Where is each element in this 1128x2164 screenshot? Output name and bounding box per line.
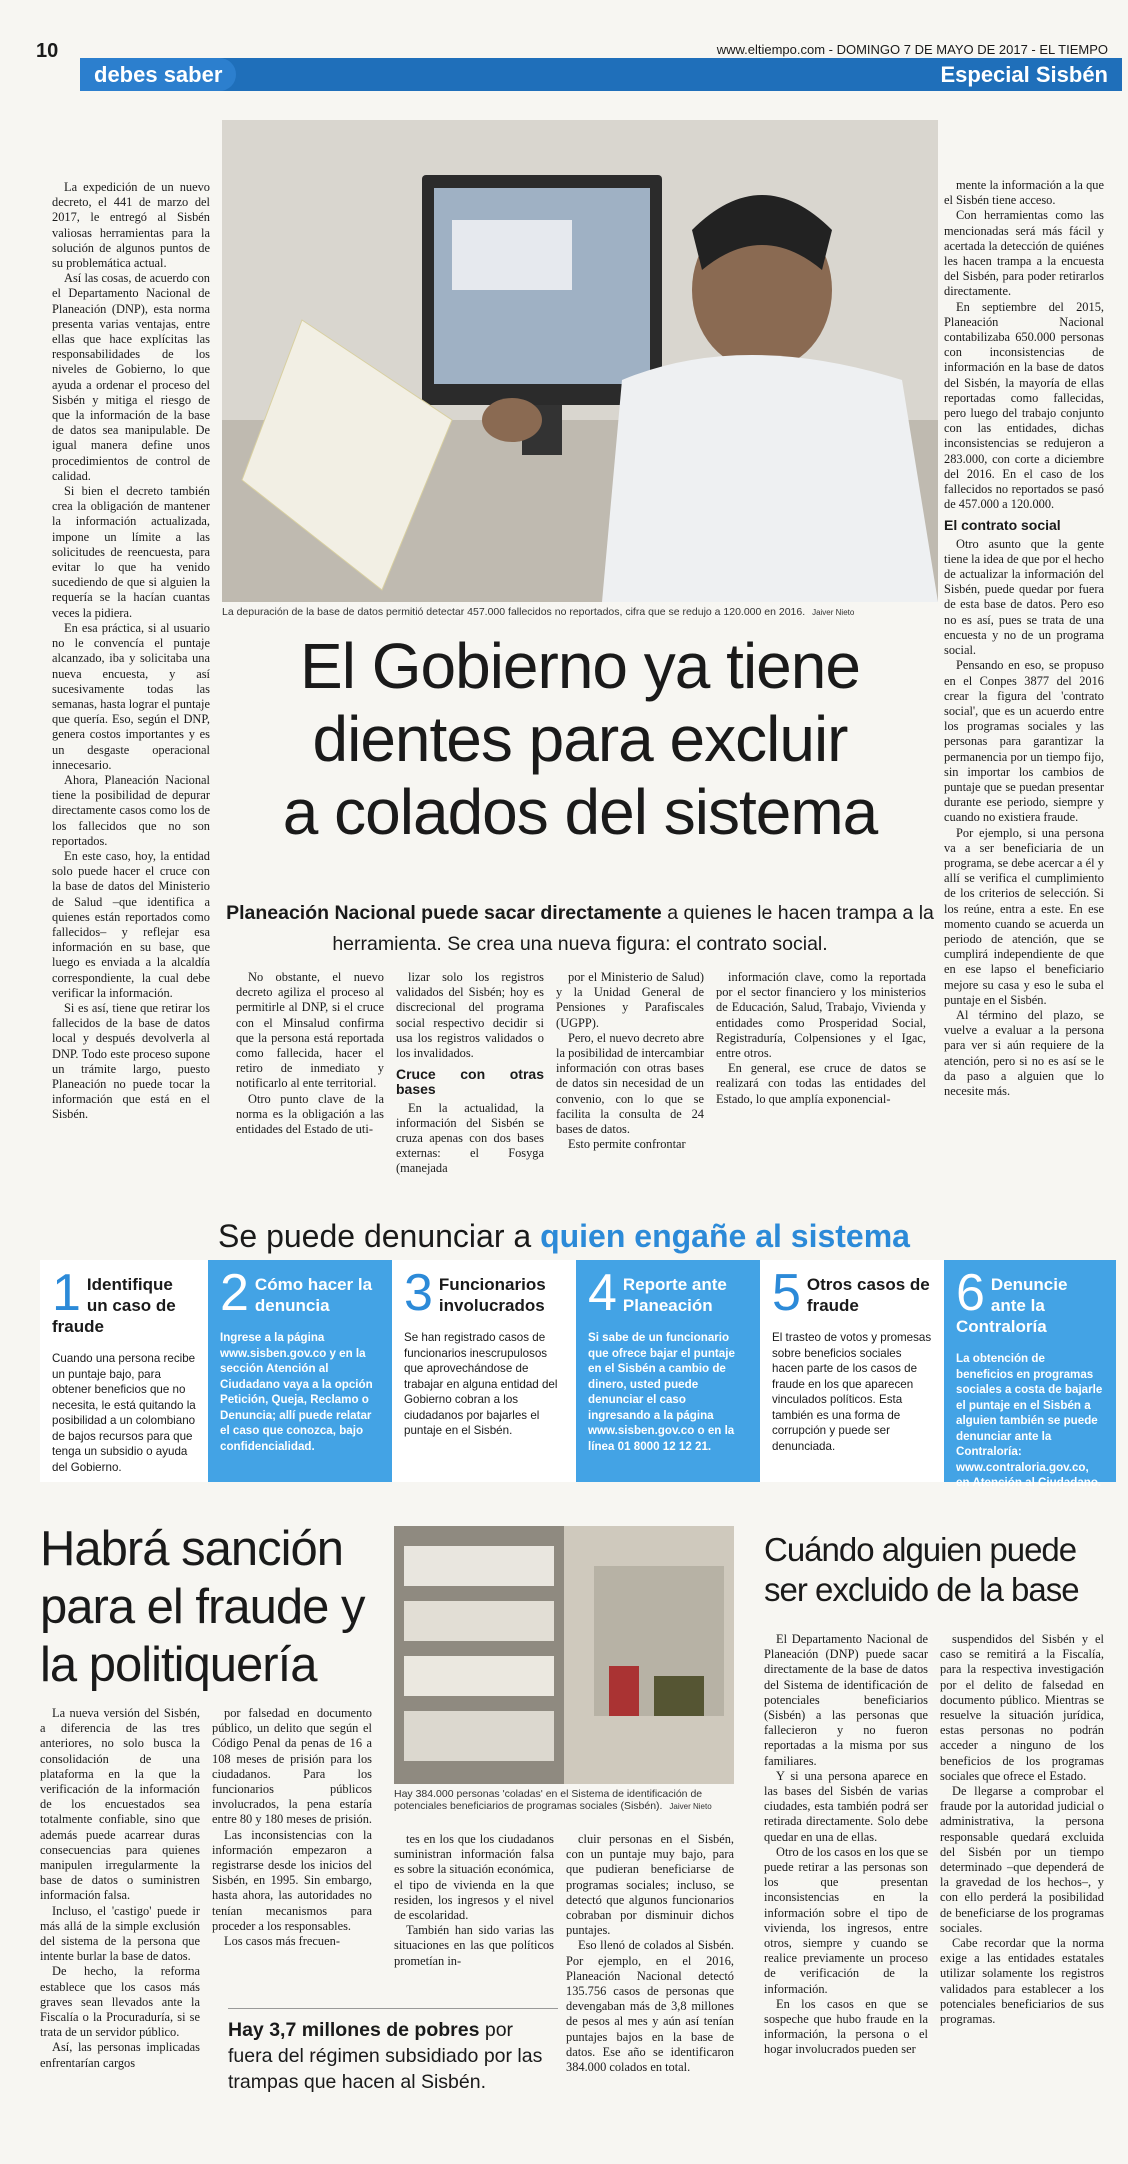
box-text: Cuando una persona recibe un puntaje bajo, para obtener beneficios que no necesita, le está quitando la posibilidad a un colombiano de bajos recursos para que tenga un subsidio o ayuda del Gobierno. [52,1352,196,1474]
paragraph: Otro punto clave de la norma es la obligación a las entidades del Estado de uti- [236,1091,384,1137]
archive-shelves-icon [394,1526,734,1784]
pull-quote-rest: por fuera del régimen subsidiado por las trampas que hacen al Sisbén. [228,2019,543,2093]
excluido-headline-1: Cuándo alguien puede [764,1531,1077,1568]
box-title: Denuncie ante la Contraloría [956,1275,1068,1336]
box-text: La obtención de beneficios en programas sociales a costa de bajarle el puntaje en el Sisbén a alguien también se puede denunciar ante la Contraloría: www.contraloria.gov.co, en Atención al Ciudadano. [956,1352,1103,1489]
archive-caption [394,1788,734,1812]
main-column-5 [716,970,926,1192]
main-column-6 [944,178,1104,1192]
paragraph: Por ejemplo, si una persona va a ser beneficiaria de un programa, se debe acercar a él y allí se verifica el cumplimiento de los criterios de selección. Si los reúne, entra a este. En ese momento cuando se acuerda un periodo de atención, que se cumplirá independiente de que en ese lapso el beneficiario mejore su casa y eso le suba el puntaje en el Sisbén. [944,825,1104,1007]
denuncia-title [0,1218,1128,1255]
paragraph: Si bien el decreto también crea la obligación de mantener la información actualizada, impone un límite a las solicitudes de reencuesta, para evitar lo que ha venido sucediendo de que si alguien la requería se la hacían cuantas veces la pidiera. [52,484,210,620]
box-title: Funcionarios involucrados [438,1275,546,1315]
main-photo [222,120,938,602]
main-headline [222,630,938,849]
box-title: Cómo hacer la denuncia [254,1275,373,1315]
paragraph: Esto permite confrontar [568,1137,686,1152]
excluido-headline-2: ser excluido de la base [764,1571,1079,1608]
denuncia-box-2 [208,1260,392,1482]
main-column-2 [236,970,384,1192]
paragraph: De hecho, la reforma establece que los casos más graves sean llevados ante la Fiscalía o la Procuraduría, si se trata de un servidor público. [40,1964,200,2040]
subhead-contrato: El contrato social [944,517,1061,534]
excluido-column-2 [940,1632,1104,2137]
paragraph: Así, las personas implicadas enfrentarían cargos [40,2040,200,2070]
denuncia-title-plain: Se puede denunciar a [218,1218,541,1254]
sancion-column-2 [212,1706,372,1986]
box-title: Otros casos de fraude [806,1275,930,1315]
archive-caption-credit: Jaiver Nieto [669,1802,712,1811]
denuncia-box-3 [392,1260,576,1482]
sancion-headline [40,1520,380,1694]
box-number: 2 [220,1264,249,1322]
paragraph: Con herramientas como las mencionadas será más fácil y acertada la detección de quiénes les hacen trampa a la encuesta del Sisbén, para poder retirarlos directamente. [944,208,1104,299]
paragraph: No obstante, el nuevo decreto agiliza el proceso al permitirle al DNP, si el cruce con el Minsalud confirma que la persona está reportada como fallecida, hacer el retiro de inmediato y notificarlo al ente territorial. [236,970,384,1091]
subhead-cruce: Cruce con otras bases [396,1066,544,1098]
paragraph: Incluso, el 'castigo' puede ir más allá de la simple exclusión del sistema de la persona que intente burlar la base de datos. [40,1903,200,1964]
paragraph: Y si una persona aparece en las bases del Sisbén de varias ciudades, esta también podrá ser retirada directamente. Solo debe quedar en una de ellas. [764,1768,928,1844]
paragraph: lizar solo los registros validados del Sisbén; hoy es discrecional del programa social respectivo decidir si usa los registros validados o los invalidados. [396,970,544,1061]
sancion-column-3 [394,1832,554,1968]
main-column-4 [556,970,704,1192]
paragraph: Los casos más frecuen- [224,1934,340,1949]
page-number: 10 [36,40,59,62]
denuncia-box-5 [760,1260,944,1482]
paragraph: cluir personas en el Sisbén, con un puntaje muy bajo, para que pudieran beneficiarse de programas sociales; incluso, se detectó que algunos funcionarios cobraban por disminuir dichos puntajes. [566,1832,734,1938]
paragraph: mente la información a la que el Sisbén tiene acceso. [944,178,1104,208]
paragraph: suspendidos del Sisbén y el caso se remitirá a la Fiscalía, para la respectiva investigación por el delito de falsedad en documento público. Mientras se resuelve la situación jurídica, estas personas no podrán acceder a ninguno de los beneficios de los programas sociales que ofrece el Estado. [940,1632,1104,1783]
paragraph: En este caso, hoy, la entidad solo puede hacer el cruce con la base de datos del Ministerio de Salud –que identifica a quienes están reportados como fallecidos– y reflejar esa información en su base, que luego es enviada a la alcaldía correspondiente, la cual debe verificar la información. [52,848,210,1000]
box-text: Ingrese a la página www.sisben.gov.co y en la sección Atención al Ciudadano vaya a la opción Petición, Queja, Reclamo o Denuncia; allí puede relatar el caso que conozca, bajo confidencialidad. [220,1331,373,1453]
sancion-headline-1: Habrá sanción [40,1522,343,1576]
paragraph: Pero, el nuevo decreto abre la posibilidad de intercambiar información con otras bases de datos sin necesidad de un convenio, con lo que se facilita la consulta de 24 bases de datos. [556,1030,704,1137]
excluido-column-1 [764,1632,928,2137]
paragraph: La nueva versión del Sisbén, a diferencia de las tres anteriores, no solo busca la consolidación de una plataforma en la que la verificación de la información de los encuestados sea totalmente confiable, sino que además puede acarrear duras consecuencias para quienes manipulen irregularmente la base de datos o suministren información falsa. [40,1706,200,1903]
paragraph: Las inconsistencias con la información empezaron a registrarse desde los inicios del Sisbén, en 1995. Sin embargo, hasta ahora, las autoridades no tenían mecanismos para proceder a los responsables. [212,1827,372,1933]
sancion-column-4 [566,1832,734,2132]
caption-credit: Jaiver Nieto [812,608,855,617]
paragraph: información clave, como la reportada por el sector financiero y los ministerios de Educación, Salud, Trabajo, Vivienda y entidades como Prosperidad Social, Registraduría, Colpensiones y el Igac, entre otros. [716,970,926,1061]
paragraph: De llegarse a comprobar el fraude por la autoridad judicial o administrativa, la persona responsable quedará excluida del Sisbén por un tiempo determinado –que dependerá de la gravedad de los hechos–, y con ello perderá la posibilidad de beneficiarse de los programas sociales. [940,1784,1104,1935]
box-title: Reporte ante Planeación [622,1275,727,1315]
caption-text: La depuración de la base de datos permitió detectar 457.000 fallecidos no reportados, cifra que se redujo a 120.000 en 2016. [222,606,806,618]
box-number: 3 [404,1264,433,1322]
paragraph: El Departamento Nacional de Planeación (DNP) puede sacar directamente de la base de datos del Sistema de identificación de potenciales beneficiarios (Sisbén) a las personas que fallecieron y no fueron reportadas a la misma por sus familiares. [764,1632,928,1768]
photo-caption [222,606,938,618]
deck-bold: Planeación Nacional puede sacar directamente [226,902,662,924]
headline-line-3: a colados del sistema [282,776,878,848]
special-label: Especial Sisbén [940,62,1108,87]
headline-line-2: dientes para excluir [312,703,848,775]
sancion-headline-3: la politiquería [40,1638,317,1692]
box-text: El trasteo de votos y promesas sobre beneficios sociales hacen parte de los casos de fraude en los que aparecen vinculados políticos. Esta también es una forma de corrupción y puede ser denunciada. [772,1331,932,1453]
paragraph: Otro asunto que la gente tiene la idea de que por el hecho de actualizar la información del Sisbén, puede quedar por fuera de esta base de datos. Pero eso no es así, pues se trata de una encuesta y no de un programa social. [944,536,1104,658]
paragraph: En esa práctica, si al usuario no le convencía el puntaje alcanzado, iba y solicitaba una nueva encuesta, y así sucesivamente todas las semanas, hasta lograr el puntaje que quería. Eso, según el DNP, genera costos importantes y es un desgaste operacional innecesario. [52,620,210,772]
box-number: 1 [52,1264,81,1322]
paragraph: En la actualidad, la información del Sisbén se cruza apenas con dos bases externas: el Fosyga (manejada [396,1100,544,1176]
box-title: Identifique un caso de fraude [52,1275,176,1336]
box-text: Si sabe de un funcionario que ofrece bajar el puntaje en el Sisbén a cambio de dinero, usted puede denunciar el caso ingresando a la página www.sisben.gov.co o en la línea 01 8000 12 12 21. [588,1331,735,1453]
paragraph: Si es así, tiene que retirar los fallecidos de la base de datos local y después devolverla al DNP. Todo este proceso supone un trámite largo, puesto Planeación no puede tocar la información que está en el Sisbén. [52,1000,210,1122]
sancion-column-1 [40,1706,200,2146]
paragraph: Ahora, Planeación Nacional tiene la posibilidad de depurar directamente casos como los de los fallecidos que no son reportados. [52,772,210,848]
denuncia-box-4 [576,1260,760,1482]
paragraph: En general, ese cruce de datos se realizará con todas las entidades del Estado, lo que amplía exponencial- [716,1061,926,1106]
paragraph: Pensando en eso, se propuso en el Conpes 3877 del 2016 crear la figura del 'contrato social', que es un acuerdo entre los programas sociales y las personas para garantizar la permanencia por un tiempo fijo, sin importar los cambios de puntaje que se puedan presentar durante ese periodo, siempre y cuando no existiera fraude. [944,658,1104,825]
headline-line-1: El Gobierno ya tiene [300,630,860,702]
archive-caption-text: Hay 384.000 personas 'coladas' en el Sistema de identificación de potenciales beneficiarios de programas sociales (Sisbén). [394,1788,703,1812]
pull-quote [228,2008,558,2095]
paragraph: En los casos en que se sospeche que hubo fraude en la información, la persona o el hogar involucrados pueden ser [764,1996,928,2057]
sancion-headline-2: para el fraude y [40,1580,365,1634]
site-date-line: www.eltiempo.com - DOMINGO 7 DE MAYO DE 2017 - EL TIEMPO [716,42,1108,57]
box-number: 4 [588,1264,617,1322]
main-column-1 [52,180,210,1190]
paragraph: Al término del plazo, se vuelve a evaluar a la persona para ver si aún requiere de la atención, pero si no es así se le da paso a alguien que lo necesite más. [944,1007,1104,1098]
denuncia-box-6 [944,1260,1116,1489]
main-deck [222,898,938,960]
paragraph: También han sido varias las situaciones en las que políticos prometían in- [394,1923,554,1968]
excluido-headline [764,1530,1114,1610]
paragraph: Cabe recordar que la norma exige a las entidades estatales utilizar solamente los registros validados para establecer a los potenciales beneficiarios de sus programas. [940,1936,1104,2027]
paragraph: tes en los que los ciudadanos suministran información falsa es sobre la situación económica, el tipo de vivienda en la que residen, los ingresos y el nivel de escolaridad. [394,1832,554,1923]
paragraph: Eso llenó de colados al Sisbén. Por ejemplo, en el 2016, Planeación Nacional detectó 135.756 casos de personas que devengaban más de 3,8 millones de pesos al mes y aún así tenían puntajes bajos en la base de datos. Ese año se identificaron 384.000 colados en total. [566,1938,734,2075]
paragraph: Otro de los casos en los que se puede retirar a las personas son los que presentan inconsistencias en la información sobre el tipo de vivienda, los ingresos, entre otros, siempre y cuando se realice previamente un proceso de verificación de la información. [764,1844,928,1996]
box-number: 6 [956,1264,985,1322]
main-column-3 [396,970,544,1192]
deck-rest: a quienes le hacen trampa a la herramienta. Se crea una nueva figura: el contrato social. [332,902,934,955]
man-at-computer-icon [222,120,938,602]
denuncia-title-bold: quien engañe al sistema [540,1218,910,1254]
section-tag: debes saber [80,58,236,91]
box-number: 5 [772,1264,801,1322]
pull-quote-bold: Hay 3,7 millones de pobres [228,2019,480,2041]
paragraph: En septiembre del 2015, Planeación Nacional contabilizaba 650.000 personas con inconsistencias de información en la base de datos del Sisbén, la mayoría de ellas reportadas como fallecidas, pero luego del trabajo conjunto con las entidades, dichas inconsistencias se redujeron a 283.000, con corte a diciembre del 2016. En el caso de los fallecidos no reportados se pasó de 457.000 a 120.000. [944,299,1104,512]
paragraph: por falsedad en documento público, un delito que según el Código Penal da penas de 16 a 108 meses de prisión para los ciudadanos. Para los funcionarios públicos involucrados, la pena estaría entre 80 y 180 meses de prisión. [212,1706,373,1827]
paragraph: Así las cosas, de acuerdo con el Departamento Nacional de Planeación (DNP), esta norma presenta varias ventajas, entre ellas que hace explícitas las responsabilidades de los niveles de Gobierno, lo que ayuda a ordenar el proceso del Sisbén y mitiga el riesgo de que la información de la base de datos sea manipulable. De igual manera define unos procedimientos de control de calidad. [52,271,210,483]
box-text: Se han registrado casos de funcionarios inescrupulosos que aprovechándose de trabajar en alguna entidad del Gobierno cobran a los ciudadanos por bajarles el puntaje en el Sisbén. [404,1331,558,1437]
denuncia-box-1 [40,1260,208,1482]
paragraph: por el Ministerio de Salud) y la Unidad General de Pensiones y Parafiscales (UGPP). [556,970,704,1030]
paragraph: La expedición de un nuevo decreto, el 441 de marzo del 2017, le entregó al Sisbén valiosas herramientas para la solución de algunos puntos de su problemática actual. [52,180,210,271]
archive-photo [394,1526,734,1784]
